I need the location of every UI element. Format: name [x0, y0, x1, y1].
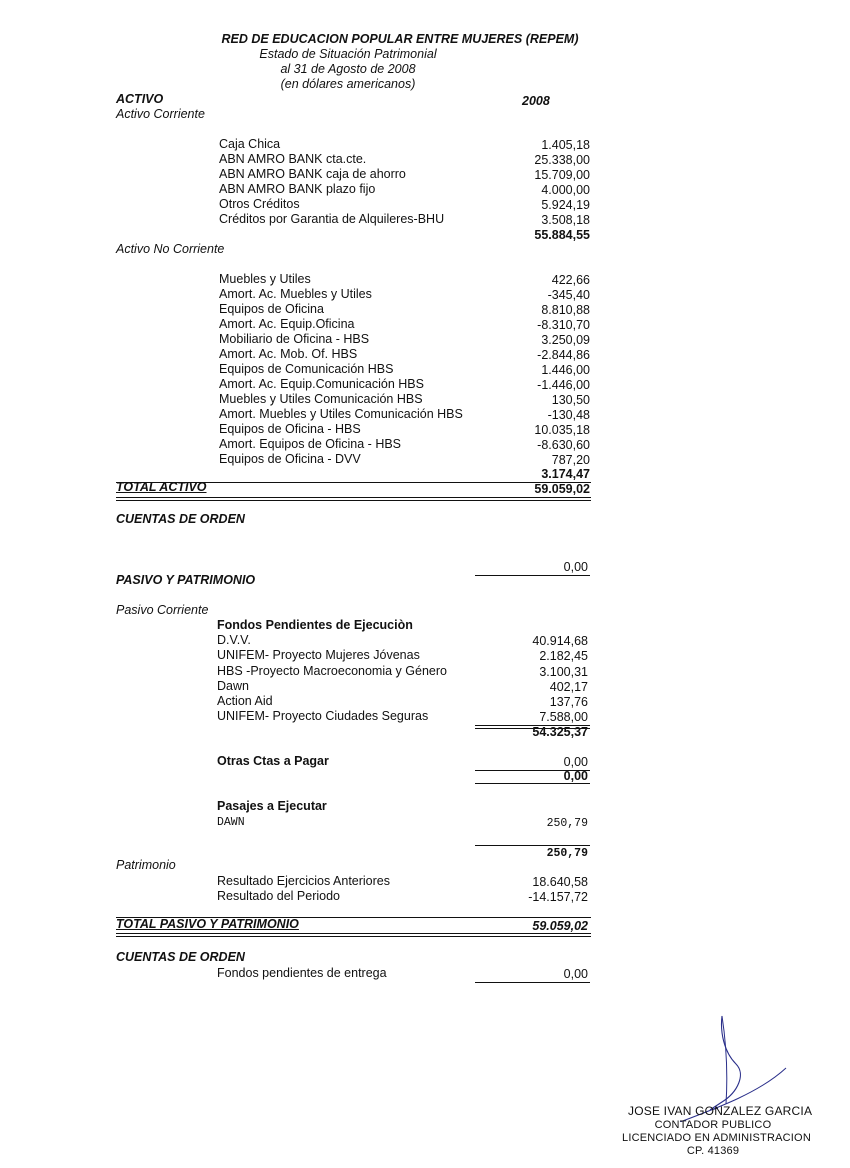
- divider: [475, 783, 590, 784]
- item-value: -14.157,72: [528, 890, 588, 904]
- item-value: -8.630,60: [537, 438, 590, 452]
- pasajes-value: 250,79: [546, 817, 588, 830]
- pasivo-heading: PASIVO Y PATRIMONIO: [116, 573, 256, 587]
- statement-title: Estado de Situación Patrimonial: [259, 47, 437, 61]
- activo-corriente-heading: Activo Corriente: [116, 107, 205, 121]
- item-label: Equipos de Comunicación HBS: [219, 362, 394, 376]
- total-pasivo-label: TOTAL PASIVO Y PATRIMONIO: [116, 917, 299, 931]
- fondos-heading: Fondos Pendientes de Ejecuciòn: [217, 618, 413, 632]
- item-value: 7.588,00: [539, 710, 588, 724]
- divider: [475, 575, 590, 576]
- double-underline: [116, 933, 591, 937]
- item-label: ABN AMRO BANK caja de ahorro: [219, 167, 406, 181]
- item-label: UNIFEM- Proyecto Ciudades Seguras: [217, 709, 429, 723]
- item-value: -2.844,86: [537, 348, 590, 362]
- item-value: 402,17: [549, 680, 588, 694]
- item-value: 3.508,18: [541, 213, 590, 227]
- pasivo-corriente-heading: Pasivo Corriente: [116, 603, 209, 617]
- item-value: 5.924,19: [541, 198, 590, 212]
- activo-no-corriente-total: 3.174,47: [541, 467, 590, 481]
- item-value: 3.250,09: [541, 333, 590, 347]
- item-label: Otros Créditos: [219, 197, 300, 211]
- item-value: 1.405,18: [541, 138, 590, 152]
- item-label: ABN AMRO BANK cta.cte.: [219, 152, 367, 166]
- item-value: -8.310,70: [537, 318, 590, 332]
- item-label: Mobiliario de Oficina - HBS: [219, 332, 370, 346]
- item-value: 4.000,00: [541, 183, 590, 197]
- total-activo-label: TOTAL ACTIVO: [116, 480, 207, 494]
- item-value: 25.338,00: [534, 153, 590, 167]
- pasajes-heading: Pasajes a Ejecutar: [217, 799, 327, 813]
- item-label: Amort. Muebles y Utiles Comunicación HBS: [219, 407, 463, 421]
- item-label: Equipos de Oficina - HBS: [219, 422, 361, 436]
- total-pasivo-value: 59.059,02: [532, 919, 588, 933]
- item-label: Muebles y Utiles: [219, 272, 311, 286]
- item-value: 137,76: [549, 695, 588, 709]
- item-label: Action Aid: [217, 694, 273, 708]
- item-value: -1.446,00: [537, 378, 590, 392]
- item-label: HBS -Proyecto Macroeconomia y Género: [217, 664, 447, 678]
- total-activo-value: 59.059,02: [534, 482, 590, 496]
- item-label: Amort. Ac. Equip.Oficina: [219, 317, 355, 331]
- pasajes-label: DAWN: [217, 816, 245, 829]
- activo-no-corriente-heading: Activo No Corriente: [116, 242, 225, 256]
- item-value: -130,48: [547, 408, 590, 422]
- item-label: Amort. Ac. Muebles y Utiles: [219, 287, 372, 301]
- otras-ctas-total: 0,00: [563, 769, 588, 783]
- statement-date: al 31 de Agosto de 2008: [280, 62, 416, 76]
- item-value: 1.446,00: [541, 363, 590, 377]
- item-label: D.V.V.: [217, 633, 251, 647]
- item-label: Amort. Ac. Mob. Of. HBS: [219, 347, 358, 361]
- item-label: Equipos de Oficina - DVV: [219, 452, 361, 466]
- item-label: Créditos por Garantia de Alquileres-BHU: [219, 212, 445, 226]
- item-value: 2.182,45: [539, 649, 588, 663]
- item-label: Amort. Equipos de Oficina - HBS: [219, 437, 402, 451]
- item-value: 15.709,00: [534, 168, 590, 182]
- item-value: -345,40: [547, 288, 590, 302]
- cuentas-orden-value: 0,00: [563, 560, 588, 574]
- item-value: 10.035,18: [534, 423, 590, 437]
- patrimonio-heading: Patrimonio: [116, 858, 176, 872]
- item-value: 422,66: [551, 273, 590, 287]
- signer-role: CONTADOR PUBLICO: [654, 1119, 772, 1131]
- item-value: 787,20: [551, 453, 590, 467]
- cuentas-orden-heading-2: CUENTAS DE ORDEN: [116, 950, 245, 964]
- fondos-total: 54.325,37: [532, 725, 588, 739]
- signer-name: JOSE IVAN GONZALEZ GARCIA: [628, 1104, 813, 1118]
- year-heading: 2008: [522, 94, 550, 108]
- item-label: Caja Chica: [219, 137, 281, 151]
- divider: [475, 982, 590, 983]
- item-label: ABN AMRO BANK plazo fijo: [219, 182, 376, 196]
- item-label: Amort. Ac. Equip.Comunicación HBS: [219, 377, 424, 391]
- signer-degree: LICENCIADO EN ADMINISTRACION: [622, 1132, 811, 1144]
- item-value: 8.810,88: [541, 303, 590, 317]
- item-label: Resultado Ejercicios Anteriores: [217, 874, 390, 888]
- item-label: UNIFEM- Proyecto Mujeres Jóvenas: [217, 648, 420, 662]
- item-label: Resultado del Periodo: [217, 889, 340, 903]
- double-underline: [116, 497, 591, 501]
- item-value: 130,50: [551, 393, 590, 407]
- otras-ctas-heading: Otras Ctas a Pagar: [217, 754, 329, 768]
- fondos-entrega-value: 0,00: [563, 967, 588, 981]
- fondos-entrega-label: Fondos pendientes de entrega: [217, 966, 387, 980]
- activo-heading: ACTIVO: [116, 92, 164, 106]
- otras-ctas-value: 0,00: [563, 755, 588, 769]
- item-label: Muebles y Utiles Comunicación HBS: [219, 392, 423, 406]
- org-title: RED DE EDUCACION POPULAR ENTRE MUJERES (REPEM): [221, 32, 579, 46]
- signer-cp: CP. 41369: [686, 1145, 740, 1157]
- currency-note: (en dólares americanos): [280, 77, 416, 91]
- item-label: Dawn: [217, 679, 249, 693]
- item-value: 3.100,31: [539, 665, 588, 679]
- item-value: 18.640,58: [532, 875, 588, 889]
- pasajes-total: 250,79: [546, 847, 588, 860]
- cuentas-orden-heading: CUENTAS DE ORDEN: [116, 512, 245, 526]
- item-value: 40.914,68: [532, 634, 588, 648]
- activo-corriente-total: 55.884,55: [534, 228, 590, 242]
- item-label: Equipos de Oficina: [219, 302, 324, 316]
